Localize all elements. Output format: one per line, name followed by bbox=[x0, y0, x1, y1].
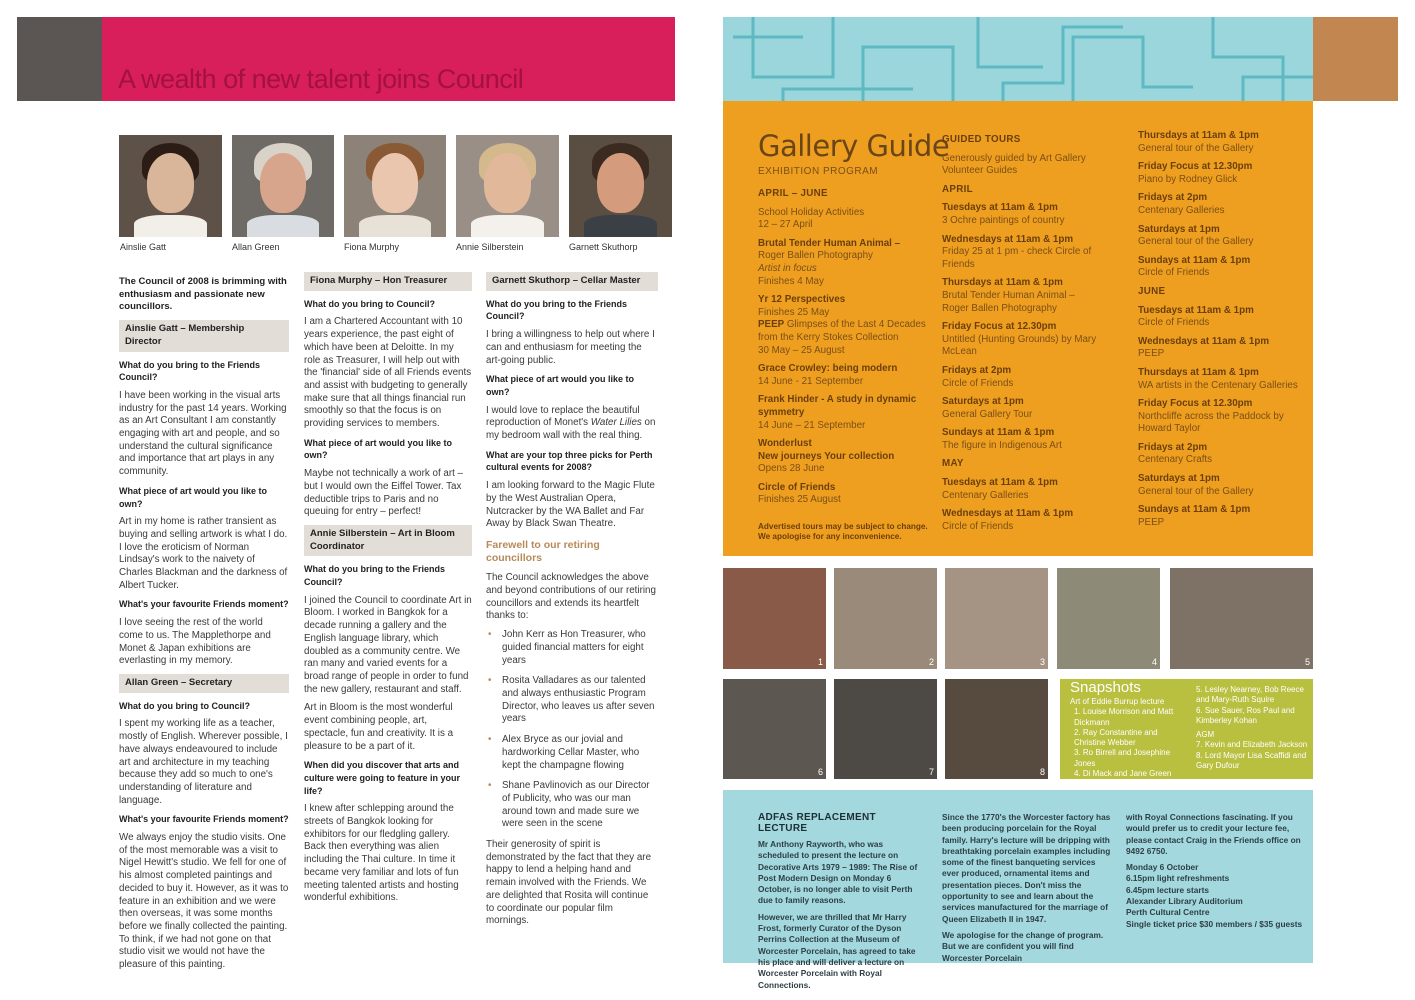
guide-entry-text: Piano by Rodney Glick bbox=[1138, 173, 1238, 185]
guide-entry-text: 14 June – 21 September bbox=[758, 419, 866, 431]
snapshot-caption: 7. Kevin and Elizabeth Jackson bbox=[1196, 740, 1308, 750]
question: What do you bring to Council? bbox=[304, 298, 435, 309]
snapshot-caption: 3. Ro Birrell and Josephine Jones bbox=[1074, 748, 1171, 768]
adfas-heading: ADFAS REPLACEMENT LECTURE bbox=[758, 812, 876, 834]
guide-entry-text: Opens 28 June bbox=[758, 463, 825, 475]
guide-entry-text: Brutal Tender Human Animal – Roger Ballen Photography bbox=[942, 289, 1075, 314]
snapshot-photo-3: 3 bbox=[945, 568, 1048, 669]
answer: Maybe not technically a work of art – but I would own the Eiffel Tower. Tax deductible trips to Paris and no queuing for entry – perfect! bbox=[304, 468, 464, 518]
guide-entry-heading: Brutal Tender Human Animal – bbox=[758, 237, 901, 249]
guide-entry-text: Finishes 25 August bbox=[758, 494, 841, 506]
guide-entry-text: Untitled (Hunting Grounds) by Mary McLean bbox=[942, 333, 1097, 358]
photo-fiona-murphy bbox=[344, 135, 446, 237]
photo-ainslie-gatt bbox=[119, 135, 222, 237]
line-pattern-graphic bbox=[723, 17, 1313, 101]
guide-entry-text: Generously guided by Art Gallery Volunteer Guides bbox=[942, 152, 1086, 177]
guide-column-exhibitions bbox=[758, 184, 938, 513]
snapshot-photo-7: 7 bbox=[834, 679, 937, 779]
adfas-paragraph: Mr Anthony Rayworth, who was scheduled to present the lecture on Decorative Arts 1979 – 1989: The Rise of Post Modern Design on Monday 6 October, is no longer able to visit Perth due to family reasons. bbox=[758, 839, 918, 906]
guide-entry-heading: New journeys Your collection bbox=[758, 450, 895, 462]
guide-entry-heading: Sundays at 11am & 1pm bbox=[1138, 504, 1251, 516]
guide-entry-text: General tour of the Gallery bbox=[1138, 485, 1254, 497]
farewell-bullet: • Rosita Valladares as our talented and always enthusiastic Program Director, who leaves us after seven years bbox=[486, 675, 658, 726]
agm-label: AGM bbox=[1196, 730, 1215, 740]
guide-entry-text: General Gallery Tour bbox=[942, 408, 1033, 420]
guide-entry-heading: Fridays at 2pm bbox=[1138, 192, 1208, 204]
answer: I bring a willingness to help out where I can and enthusiasm for meeting the art-going public. bbox=[486, 329, 655, 366]
guide-entry-text: School Holiday Activities bbox=[758, 206, 865, 218]
gallery-guide-subtitle: EXHIBITION PROGRAM bbox=[758, 166, 879, 177]
snapshots-captions-left bbox=[1070, 697, 1190, 779]
farewell-heading: Farewell to our retiring councillors bbox=[486, 538, 600, 564]
guide-entry-heading: Thursdays at 11am & 1pm bbox=[942, 277, 1063, 289]
caption-ainslie-gatt: Ainslie Gatt bbox=[120, 242, 167, 252]
snapshot-caption: 2. Ray Constantine and Christine Webber bbox=[1074, 727, 1158, 748]
guide-entry-text: Circle of Friends bbox=[942, 520, 1014, 532]
gallery-guide-panel bbox=[723, 101, 1313, 556]
question: What's your favourite Friends moment? bbox=[119, 599, 289, 610]
caption-garnett-skuthorp: Garnett Skuthorp bbox=[569, 242, 638, 252]
snapshot-photo-8: 8 bbox=[945, 679, 1048, 779]
adfas-paragraph: with Royal Connections fascinating. If you would prefer us to credit your lecture fee, please contact Craig in the Friends office on 9492 6750. bbox=[1126, 812, 1301, 856]
guide-entry-text: 14 June - 21 September bbox=[758, 375, 864, 387]
snapshots-captions-right bbox=[1196, 685, 1308, 771]
guide-entry-text: Centenary Crafts bbox=[1138, 454, 1213, 466]
page-headline: A wealth of new talent joins Council bbox=[118, 64, 524, 94]
caption-fiona-murphy: Fiona Murphy bbox=[344, 242, 400, 252]
header-brown-block bbox=[1313, 17, 1398, 101]
guide-entry-heading: Friday Focus at 12.30pm bbox=[942, 321, 1057, 333]
guide-entry-heading: Tuesdays at 11am & 1pm bbox=[942, 202, 1058, 214]
snapshot-photo-5: 5 bbox=[1170, 568, 1313, 669]
caption-annie-silberstein: Annie Silberstein bbox=[456, 242, 524, 252]
guide-entry-text: PEEP Glimpses of the Last 4 Decades from the Kerry Stokes Collection bbox=[758, 319, 926, 343]
intro-text: The Council of 2008 is brimming with enthusiasm and passionate new councillors. bbox=[119, 276, 287, 313]
guide-entry-text: Northcliffe across the Paddock by Howard Taylor bbox=[1138, 410, 1284, 435]
question: What are your top three picks for Perth cultural events for 2008? bbox=[486, 449, 653, 473]
adfas-column-1 bbox=[758, 812, 918, 991]
guide-entry-heading: Fridays at 2pm bbox=[1138, 441, 1208, 453]
article-column-2 bbox=[304, 272, 472, 911]
article-column-1 bbox=[119, 276, 289, 978]
question: What piece of art would you like to own? bbox=[486, 374, 635, 397]
answer: I knew after schlepping around the streets of Bangkok looking for exhibitors for our fledgling gallery. Back then everything was alien including the Thai culture. In time it became very familiar and lots of fun meeting talented artists and hosting wonderful exhibitions. bbox=[304, 803, 459, 904]
event-start: 6.45pm lecture starts bbox=[1126, 884, 1210, 895]
guide-entry-text: General tour of the Gallery bbox=[1138, 236, 1254, 248]
snapshot-photo-1: 1 bbox=[723, 568, 826, 669]
answer: I have been working in the visual arts industry for the past 14 years. Working as an Art Consultant I am constantly engaging with art and people, and so understand the cultural significance and importance that art plays in any community. bbox=[119, 389, 287, 478]
snapshot-photo-4: 4 bbox=[1057, 568, 1160, 669]
guide-entry-heading: Grace Crowley: being modern bbox=[758, 363, 898, 375]
snapshot-photo-6: 6 bbox=[723, 679, 826, 779]
snapshot-caption: 1. Louise Morrison and Matt Dickmann bbox=[1074, 707, 1174, 727]
farewell-closing: Their generosity of spirit is demonstrated by the fact that they are happy to lend a helping hand and remain involved with the Friends. We are delighted that Rosita will continue to coordinate our popular film mornings. bbox=[486, 839, 652, 927]
header-teal-pattern bbox=[723, 17, 1313, 101]
guide-entry-text: Circle of Friends bbox=[1138, 317, 1210, 329]
guide-entry-text: PEEP bbox=[1138, 348, 1165, 360]
article-column-3 bbox=[486, 272, 658, 934]
snapshot-caption: 8. Lord Mayor Lisa Scaffidi and Gary Dufour bbox=[1196, 750, 1307, 771]
answer: Art in my home is rather transient as buying and selling artwork is what I do. I love the eroticism of Norman Lindsay's work to the naivety of Charles Blackman and the darkness of Albert Tucker. bbox=[119, 516, 288, 591]
guide-entry-text: Finishes 4 May bbox=[758, 275, 824, 287]
question: What piece of art would you like to own? bbox=[304, 437, 453, 461]
guide-entry-text: Friday 25 at 1 pm - check Circle of Friends bbox=[942, 246, 1092, 270]
guide-section-heading: APRIL – JUNE bbox=[758, 188, 828, 199]
profile-heading-ainslie: Ainslie Gatt – Membership Director bbox=[119, 320, 289, 351]
guide-entry-text: 12 – 27 April bbox=[758, 219, 813, 231]
guide-entry-heading: Saturdays at 1pm bbox=[1138, 223, 1220, 235]
guide-entry-heading: Friday Focus at 12.30pm bbox=[1138, 161, 1253, 173]
question: What do you bring to Council? bbox=[119, 700, 250, 711]
guide-section-heading: APRIL bbox=[942, 183, 973, 195]
snapshot-caption: 5. Lesley Nearney, Bob Reece and Mary-Ruth Squire bbox=[1196, 685, 1304, 705]
answer: I joined the Council to coordinate Art in Bloom. I worked in Bangkok for a decade running a gallery and the English language library, which doubled as a community centre. We ran many and varied events for a broad range of people in order to fund the new gallery, restaurant and staff. bbox=[304, 594, 472, 695]
guide-entry-heading: Frank Hinder - A study in dynamic symmetry bbox=[758, 394, 917, 418]
guide-section-heading: JUNE bbox=[1138, 285, 1166, 297]
guide-entry-text: 3 Ochre paintings of country bbox=[942, 214, 1065, 226]
answer: Art in Bloom is the most wonderful event combining people, art, spectacle, fun and creativity. It is a pleasure to be a part of it. bbox=[304, 702, 454, 752]
answer: I would love to replace the beautiful reproduction of Monet's Water Lilies on my bedroom wall with the real thing. bbox=[486, 404, 656, 442]
guide-entry-heading: Wednesdays at 11am & 1pm bbox=[942, 508, 1074, 520]
adfas-paragraph: Since the 1770's the Worcester factory has been producing porcelain for the Royal family. Harry's lecture will be dripping with breathtaking porcelain examples including some of the finest banqueting services ever produced, ornamental items and presentation pieces. Don't miss the opportunity to see and learn about the services manufactured for the marriage of Queen Elizabeth II in 1947. bbox=[942, 812, 1111, 924]
farewell-bullet: • Alex Bryce as our jovial and hardworking Cellar Master, who kept the champagne flowing bbox=[486, 734, 658, 772]
profile-heading-annie: Annie Silberstein – Art in Bloom Coordinator bbox=[304, 525, 472, 556]
event-ticket-price: Single ticket price $30 members / $35 guests bbox=[1126, 918, 1303, 929]
guide-entry-heading: Wonderlust bbox=[758, 438, 812, 450]
snapshots-caption-box bbox=[1060, 679, 1313, 779]
answer: We always enjoy the studio visits. One of the most memorable was a visit to Nigel Hewitt's studio. We fell for one of his almost completed paintings and decided to buy it. However, as it was to feature in an exhibition and we were then overseas, it was some months before we finally collected the painting. To think, if we had not gone on that studio visit we would not have the pleasure of this painting. bbox=[119, 832, 289, 971]
profile-heading-allan: Allan Green – Secretary bbox=[119, 674, 289, 693]
event-refreshments: 6.15pm light refreshments bbox=[1126, 873, 1230, 884]
farewell-bullet: • Shane Pavlinovich as our Director of Publicity, who was our man around town and made sure we were seen in the scene bbox=[486, 780, 658, 831]
adfas-column-3 bbox=[1126, 812, 1306, 930]
guide-entry-text: WA artists in the Centenary Galleries bbox=[1138, 379, 1298, 391]
guide-column-tours-continued bbox=[1138, 130, 1303, 535]
snapshot-caption: 6. Sue Sauer, Ros Paul and Kimberley Kohan bbox=[1196, 705, 1295, 725]
adfas-paragraph: We apologise for the change of program. But we are confident you will find Worcester Porcelain bbox=[942, 929, 1104, 963]
guide-entry-heading: Friday Focus at 12.30pm bbox=[1138, 398, 1253, 410]
farewell-bullet: • John Kerr as Hon Treasurer, who guided financial matters for eight years bbox=[486, 629, 658, 667]
tour-disclaimer: Advertised tours may be subject to change. We apologise for any inconvenience. bbox=[758, 522, 928, 541]
guide-entry-heading: Circle of Friends bbox=[758, 481, 836, 493]
guide-entry-text: Circle of Friends bbox=[1138, 267, 1210, 279]
photo-allan-green bbox=[232, 135, 334, 237]
guide-entry-heading: Wednesdays at 11am & 1pm bbox=[1138, 335, 1270, 347]
guide-entry-text: Finishes 25 May bbox=[758, 306, 830, 318]
photo-garnett-skuthorp bbox=[569, 135, 672, 237]
event-venue-location: Perth Cultural Centre bbox=[1126, 907, 1210, 918]
guide-entry-heading: Thursdays at 11am & 1pm bbox=[1138, 130, 1259, 141]
question: What do you bring to the Friends Council? bbox=[486, 298, 627, 322]
guide-entry-text: The figure in Indigenous Art bbox=[942, 439, 1062, 451]
question: What do you bring to the Friends Council? bbox=[304, 564, 445, 588]
guide-entry-note: Artist in focus bbox=[758, 262, 817, 274]
guide-entry-heading: Sundays at 11am & 1pm bbox=[1138, 254, 1251, 266]
snapshots-title: Snapshots bbox=[1070, 679, 1141, 696]
adfas-paragraph: However, we are thrilled that Mr Harry Frost, formerly Curator of the Dyson Perrins Collection at the Museum of Worcester Porcelain, has agreed to take his place and will deliver a lecture on Worcester Porcelain with Royal Connections. bbox=[758, 911, 916, 990]
event-date: Monday 6 October bbox=[1126, 862, 1199, 873]
guide-entry-heading: Tuesdays at 11am & 1pm bbox=[942, 477, 1058, 489]
question: What piece of art would you like to own? bbox=[119, 485, 268, 509]
guide-entry-heading: Fridays at 2pm bbox=[942, 364, 1012, 376]
caption-allan-green: Allan Green bbox=[232, 242, 280, 252]
guide-entry-heading: Wednesdays at 11am & 1pm bbox=[942, 233, 1074, 245]
guide-entry-text: Centenary Galleries bbox=[1138, 204, 1225, 216]
guide-entry-text: Circle of Friends bbox=[942, 377, 1014, 389]
guide-entry-text: General tour of the Gallery bbox=[1138, 142, 1254, 154]
answer: I am a Chartered Accountant with 10 years experience, the past eight of which have been at Deloitte. In my role as Treasurer, I will help out with the 'financial' side of all Friends events and assist with budgeting to generally make sure that all things financial run smoothly so that the focus is on providing services to members. bbox=[304, 316, 472, 430]
farewell-intro: The Council acknowledges the above and beyond contributions of our retiring councillors and extends its heartfelt thanks to: bbox=[486, 572, 656, 622]
snapshot-photo-2: 2 bbox=[834, 568, 937, 669]
snapshot-caption: 4. Di Mack and Jane Green bbox=[1074, 769, 1172, 779]
guide-column-tours bbox=[942, 130, 1102, 539]
adfas-lecture-panel bbox=[723, 790, 1313, 990]
gallery-guide-title: Gallery Guide bbox=[758, 129, 950, 163]
question: When did you discover that arts and culture were going to feature in your life? bbox=[304, 760, 461, 796]
guide-entry-heading: Yr 12 Perspectives bbox=[758, 294, 846, 306]
profile-heading-fiona: Fiona Murphy – Hon Treasurer bbox=[304, 272, 472, 291]
guide-section-heading: MAY bbox=[942, 458, 964, 470]
event-venue: Alexander Library Auditorium bbox=[1126, 896, 1243, 907]
answer: I love seeing the rest of the world come to us. The Mapplethorpe and Monet & Japan exhibitions are everlasting in my memory. bbox=[119, 617, 271, 667]
photo-annie-silberstein bbox=[456, 135, 559, 237]
guide-entry-text: Centenary Galleries bbox=[942, 489, 1029, 501]
guide-entry-text: Roger Ballen Photography bbox=[758, 250, 873, 262]
guide-entry-heading: Thursdays at 11am & 1pm bbox=[1138, 366, 1259, 378]
guide-entry-heading: Tuesdays at 11am & 1pm bbox=[1138, 304, 1254, 316]
adfas-column-2 bbox=[942, 812, 1114, 964]
guide-entry-text: PEEP bbox=[1138, 516, 1165, 528]
snapshots-subtitle: Art of Eddie Burrup lecture bbox=[1070, 697, 1165, 706]
question: What do you bring to the Friends Council? bbox=[119, 359, 260, 383]
question: What's your favourite Friends moment? bbox=[119, 814, 289, 825]
guide-entry-heading: Sundays at 11am & 1pm bbox=[942, 427, 1055, 439]
guide-entry-text: 30 May – 25 August bbox=[758, 344, 845, 356]
guide-entry-heading: Saturdays at 1pm bbox=[1138, 473, 1220, 485]
guide-section-heading: GUIDED TOURS bbox=[942, 134, 1021, 145]
answer: I spent my working life as a teacher, mostly of English. Wherever possible, I have always endeavoured to include art and architecture in my teaching because they add so much to one's understanding of literature and language. bbox=[119, 718, 288, 806]
profile-heading-garnett: Garnett Skuthorp – Cellar Master bbox=[486, 272, 658, 291]
guide-entry-heading: Saturdays at 1pm bbox=[942, 396, 1024, 408]
header-gray-block bbox=[17, 17, 102, 101]
answer: I am looking forward to the Magic Flute by the West Australian Opera, Nutcracker by the WA Ballet and Far Away by Black Swan Theatre. bbox=[486, 480, 655, 530]
